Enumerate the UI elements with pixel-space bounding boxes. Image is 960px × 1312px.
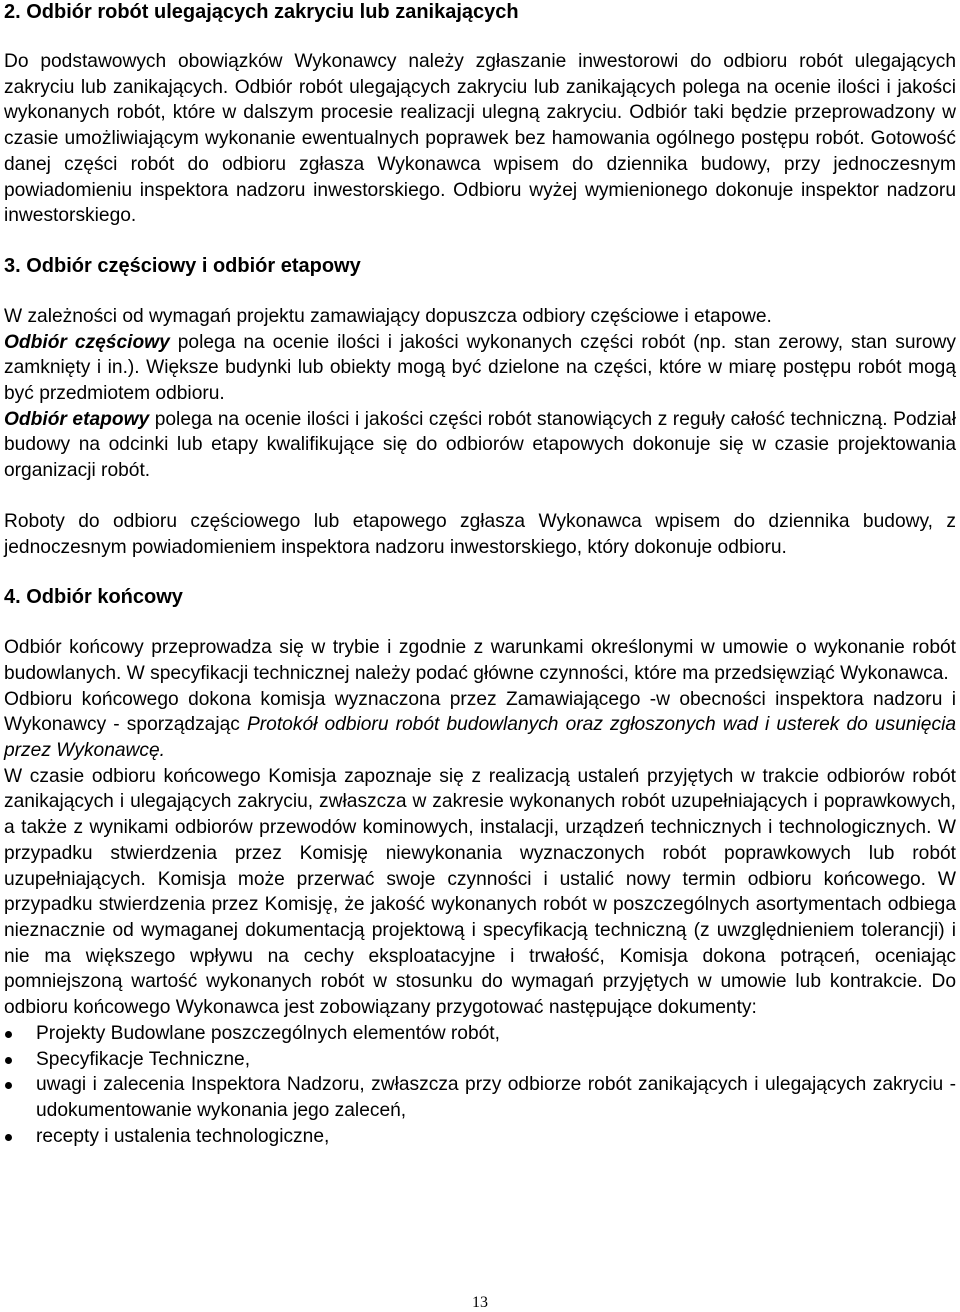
section-3-report-paragraph: Roboty do odbioru częściowego lub etapowego zgłasza Wykonawca wpisem do dziennika budowy, z jednoczesnym powiadomieniem inspektora nadzoru inwestorskiego, który dokonuje odbioru. — [4, 510, 956, 558]
stage-acceptance-text: polega na ocenie ilości i jakości części robót stanowiących z reguły całość techniczną. Podział budowy na odcinki lub etapy kwalifikujące się do odbiorów etapowych dokonuje się w czasie projektowania organizacji robót. — [4, 408, 957, 482]
list-item-text: uwagi i zalecenia Inspektora Nadzoru, zwłaszcza przy odbiorze robót zanikających i ulegających zakryciu - udokumentowanie wykonania jego zaleceń, — [36, 1074, 956, 1121]
protocol-title: Protokół odbioru robót budowlanych oraz zgłoszonych wad i usterek do usunięcia przez Wykonawcę. — [4, 714, 956, 762]
commission-text: Odbioru końcowego dokona komisja wyznaczona przez Zamawiającego -w obecności inspektora nadzoru i Wykonawcy - sporządzając — [4, 688, 956, 736]
stage-acceptance-term: Odbiór etapowy — [4, 408, 150, 430]
section-3-heading: 3. Odbiór częściowy i odbiór etapowy — [4, 254, 361, 277]
section-4-paragraph-1: Odbiór końcowy przeprowadza się w trybie i zgodnie z warunkami określonymi w umowie o wykonanie robót budowlanych. W specyfikacji technicznej należy podać główne czynności, które ma przedsięwziąć Wykonawca. — [4, 637, 956, 684]
section-2-paragraph: Do podstawowych obowiązków Wykonawcy należy zgłaszanie inwestorowi do odbioru robót ulegających zakryciu lub zanikających. Odbiór robót ulegających zakryciu lub zanikających polega na ocenie ilości i jakości wykonanych robót, które w dalszym procesie realizacji ulegną zakryciu. Odbiór taki będzie przeprowadzony w czasie umożliwiającym wykonanie ewentualnych poprawek bez hamowania ogólnego postępu robót. Gotowość danej części robót do odbioru zgłasza Wykonawca wpisem do dziennika budowy, przy jednoczesnym powiadomieniu inspektora nadzoru inwestorskiego. Odbioru wyżej wymienionego dokonuje inspektor nadzoru inwestorskiego. — [4, 51, 956, 227]
stage-acceptance-paragraph — [4, 407, 956, 484]
page-number: 13 — [472, 1294, 488, 1311]
section-2-heading: 2. Odbiór robót ulegających zakryciu lub zanikających — [4, 1, 519, 23]
list-item-text: recepty i ustalenia technologiczne, — [36, 1125, 330, 1147]
partial-acceptance-paragraph — [4, 330, 956, 407]
list-item — [4, 1072, 956, 1123]
section-4-paragraph-2 — [4, 687, 956, 764]
section-4-heading: 4. Odbiór końcowy — [4, 586, 183, 609]
partial-acceptance-text: polega na ocenie ilości i jakości wykonanych części robót (np. stan zerowy, stan surowy zamknięty i in.). Większe budynki lub obiekty mogą być dzielone na części, które w miarę postępu robót mogą być przedmiotem odbioru. — [4, 331, 956, 405]
section-3-intro: W zależności od wymagań projektu zamawiający dopuszcza odbiory częściowe i etapowe. — [4, 305, 772, 327]
list-item — [4, 1021, 956, 1047]
list-item-text: Projekty Budowlane poszczególnych elementów robót, — [36, 1022, 500, 1044]
documents-list — [4, 1021, 956, 1150]
section-4-paragraph-3: W czasie odbioru końcowego Komisja zapoznaje się z realizacją ustaleń przyjętych w trakcie odbiorów robót zanikających i ulegających zakryciu, zwłaszcza w zakresie wykonanych robót uzupełniających i poprawkowych, a także z wynikami odbiorów przewodów kominowych, instalacji, urządzeń technicznych i technologicznych. W przypadku stwierdzenia przez Komisję niewykonania wyznaczonych robót poprawkowych lub robót uzupełniających. Komisja może przerwać swoje czynności i ustalić nowy termin odbioru końcowego. W przypadku stwierdzenia przez Komisję, że jakość wykonanych robót w poszczególnych asortymentach odbiega nieznacznie od wymaganej dokumentacją projektową i specyfikacją techniczną (z uwzględnieniem tolerancji) i nie ma większego wpływu na cechy eksploatacyjne i trwałość, Komisja dokona potrąceń, oceniając pomniejszoną wartość wykonanych robót w stosunku do wymagań przyjętych w umowie lub kontrakcie. Do odbioru końcowego Wykonawca jest zobowiązany przygotować następujące dokumenty: — [4, 765, 956, 1019]
list-item — [4, 1124, 956, 1150]
list-item-text: Specyfikacje Techniczne, — [36, 1048, 251, 1070]
partial-acceptance-term: Odbiór częściowy — [4, 331, 170, 353]
list-item — [4, 1047, 956, 1073]
